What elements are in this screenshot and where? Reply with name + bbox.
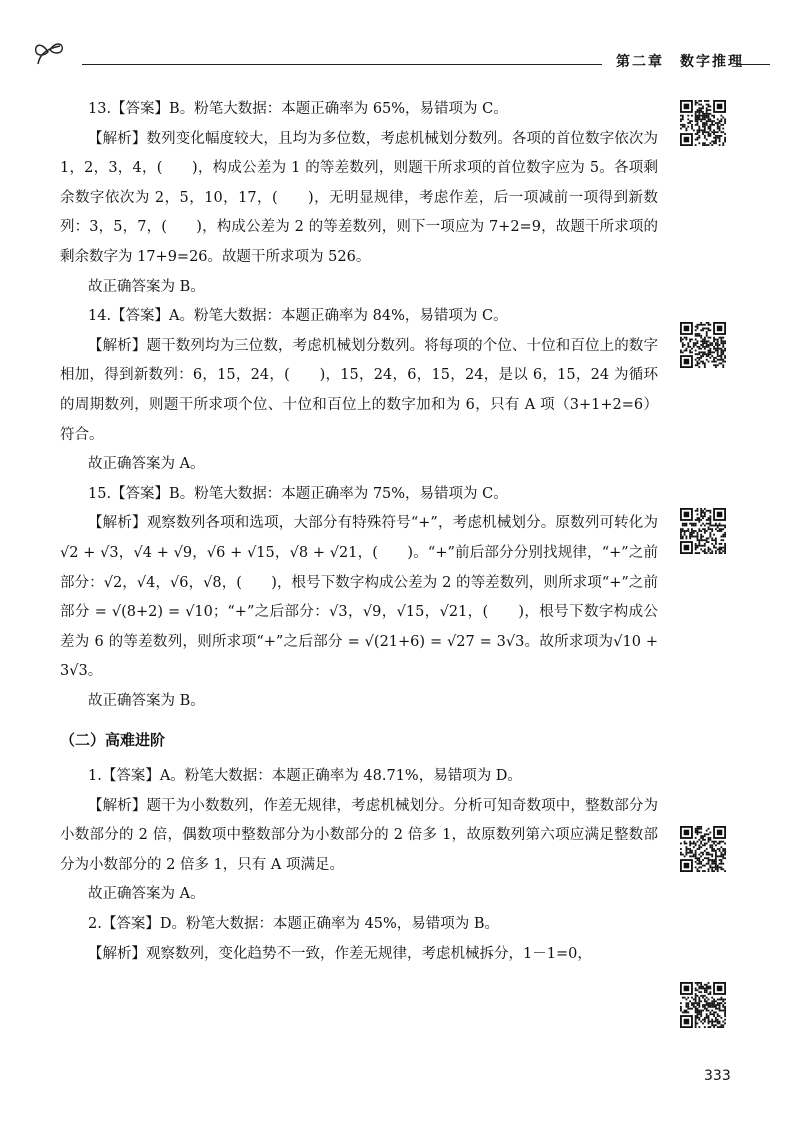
conclusion-14: 故正确答案为 A。 xyxy=(88,456,205,473)
analysis-13: 【解析】数列变化幅度较大，且均为多位数，考虑机械划分数列。各项的首位数字依次为 1，2，3，4，( )，构成公差为 1 的等差数列，则题干所求项的首位数字应为 5。各项剩余数字依次为 2，5，10，17，( )，无明显规律，考虑作差，后一项减前一项得到新数列：3，5，7，( )，构成公差为 2 的等差数列，则下一项应为 7+2=9，故题干所求项的剩余数字为 17+9=26。故题干所求项为 526。 xyxy=(60,130,658,265)
page-number: 333 xyxy=(704,1068,731,1084)
qr-code-icon[interactable] xyxy=(680,322,726,368)
section-heading: （二）高难进阶 xyxy=(60,731,166,750)
answer-adv-2: 2.【答案】D。粉笔大数据：本题正确率为 45%，易错项为 B。 xyxy=(88,916,500,933)
answer-15: 15.【答案】B。粉笔大数据：本题正确率为 75%，易错项为 C。 xyxy=(88,485,508,502)
answer-adv-1: 1.【答案】A。粉笔大数据：本题正确率为 48.71%，易错项为 D。 xyxy=(88,768,522,785)
qr-code-icon[interactable] xyxy=(680,826,726,872)
qr-code-icon[interactable] xyxy=(680,100,726,146)
sprout-icon xyxy=(30,38,70,70)
qr-code-icon[interactable] xyxy=(680,508,726,554)
header-rule xyxy=(82,64,602,65)
qr-code-icon[interactable] xyxy=(680,982,726,1028)
analysis-adv-1: 【解析】题干为小数数列，作差无规律，考虑机械划分。分析可知奇数项中，整数部分为小数部分的 2 倍，偶数项中整数部分为小数部分的 2 倍多 1，故原数列第六项应满足整数部分为小数部分的 2 倍多 1，只有 A 项满足。 xyxy=(60,797,658,873)
analysis-adv-2: 【解析】观察数列，变化趋势不一致，作差无规律，考虑机械拆分，1－1=0， xyxy=(88,945,592,962)
conclusion-15: 故正确答案为 B。 xyxy=(88,692,205,709)
conclusion-adv-1: 故正确答案为 A。 xyxy=(88,886,205,903)
page-header xyxy=(30,38,770,78)
analysis-15: 【解析】观察数列各项和选项，大部分有特殊符号“+”，考虑机械划分。原数列可转化为√2 + √3，√4 + √9，√6 + √15，√8 + √21，( )。“+”前后部分分别找规律，“+”之前部分：√2，√4，√6，√8，( )，根号下数字构成公差为 2 的等差数列，则所求项“+”之前部分 = √(8+2) = √10；“+”之后部分：√3，√9，√15，√21，( )，根号下数字构成公差为 6 的等差数列，则所求项“+”之后部分 = √(21+6) = √27 = 3√3。故所求项为√10 + 3√3。 xyxy=(60,515,658,680)
analysis-14: 【解析】题干数列均为三位数，考虑机械划分数列。将每项的个位、十位和百位上的数字相加，得到新数列：6，15，24，( )，15，24，6，15，24，是以 6，15，24 为循环的周期数列，则题干所求项个位、十位和百位上的数字加和为 6，只有 A 项（3+1+2=6）符合。 xyxy=(60,337,658,443)
chapter-title: 第二章 数字推理 xyxy=(616,54,744,70)
header-rule-right xyxy=(736,64,770,65)
answer-14: 14.【答案】A。粉笔大数据：本题正确率为 84%，易错项为 C。 xyxy=(88,308,508,325)
page-body xyxy=(60,95,658,969)
conclusion-13: 故正确答案为 B。 xyxy=(88,278,205,295)
answer-13: 13.【答案】B。粉笔大数据：本题正确率为 65%，易错项为 C。 xyxy=(88,101,508,117)
